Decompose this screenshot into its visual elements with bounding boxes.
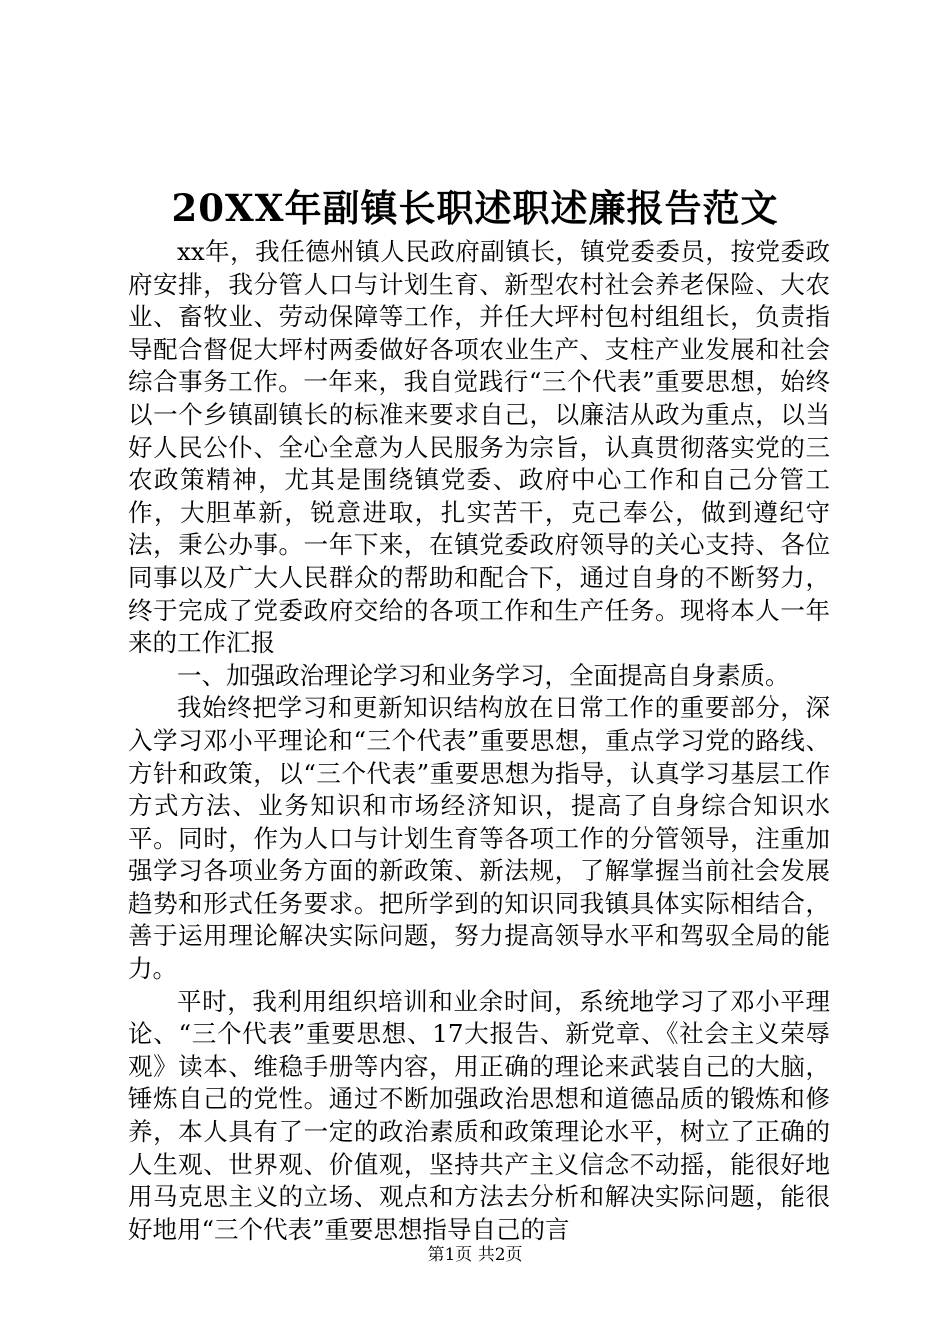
section-heading-1: 一、加强政治理论学习和业务学习，全面提高自身素质。 — [177, 660, 790, 690]
paragraph-intro: xx年，我任德州镇人民政府副镇长，镇党委委员，按党委政府安排，我分管人口与计划生育、新型农村社会养老保险、大农业、畜牧业、劳动保障等工作，并任大坪村包村组组长，负责指导配合督促大坪村两委做好各项农业生产、支柱产业发展和社会综合事务工作。一年来，我自觉践行“三个代表”重要思想，始终以一个乡镇副镇长的标准来要求自己，以廉洁从政为重点，以当好人民公仆、全心全意为人民服务为宗旨，认真贯彻落实党的三农政策精神，尤其是围绕镇党委、政府中心工作和自己分管工作，大胆革新，锐意进取，扎实苦干，克己奉公，做到遵纪守法，秉公办事。一年下来，在镇党委政府领导的关心支持、各位同事以及广大人民群众的帮助和配合下，通过自身的不断努力，终于完成了党委政府交给的各项工作和生产任务。现将本人一年来的工作汇报 — [128, 237, 830, 658]
document-title: 20XX年副镇长职述职述廉报告范文 — [171, 186, 779, 230]
document-body — [128, 236, 830, 1246]
paragraph-training: 平时，我利用组织培训和业余时间，系统地学习了邓小平理论、“三个代表”重要思想、17大报告、新党章、《社会主义荣辱观》读本、维稳手册等内容，用正确的理论来武装自己的大脑，锤炼自己的党性。通过不断加强政治思想和道德品质的锻炼和修养，本人具有了一定的政治素质和政策理论水平，树立了正确的人生观、世界观、价值观，坚持共产主义信念不动摇，能很好地用马克思主义的立场、观点和方法去分析和解决实际问题，能很好地用“三个代表”重要思想指导自己的言 — [128, 986, 830, 1244]
page-number-footer: 第1页 共2页 — [427, 1245, 523, 1265]
paragraph-study: 我始终把学习和更新知识结构放在日常工作的重要部分，深入学习邓小平理论和“三个代表”重要思想，重点学习党的路线、方针和政策，以“三个代表”重要思想为指导，认真学习基层工作方式方法、业务知识和市场经济知识，提高了自身综合知识水平。同时，作为人口与计划生育等各项工作的分管领导，注重加强学习各项业务方面的新政策、新法规，了解掌握当前社会发展趋势和形式任务要求。把所学到的知识同我镇具体实际相结合，善于运用理论解决实际问题，努力提高领导水平和驾驭全局的能力。 — [128, 693, 830, 984]
